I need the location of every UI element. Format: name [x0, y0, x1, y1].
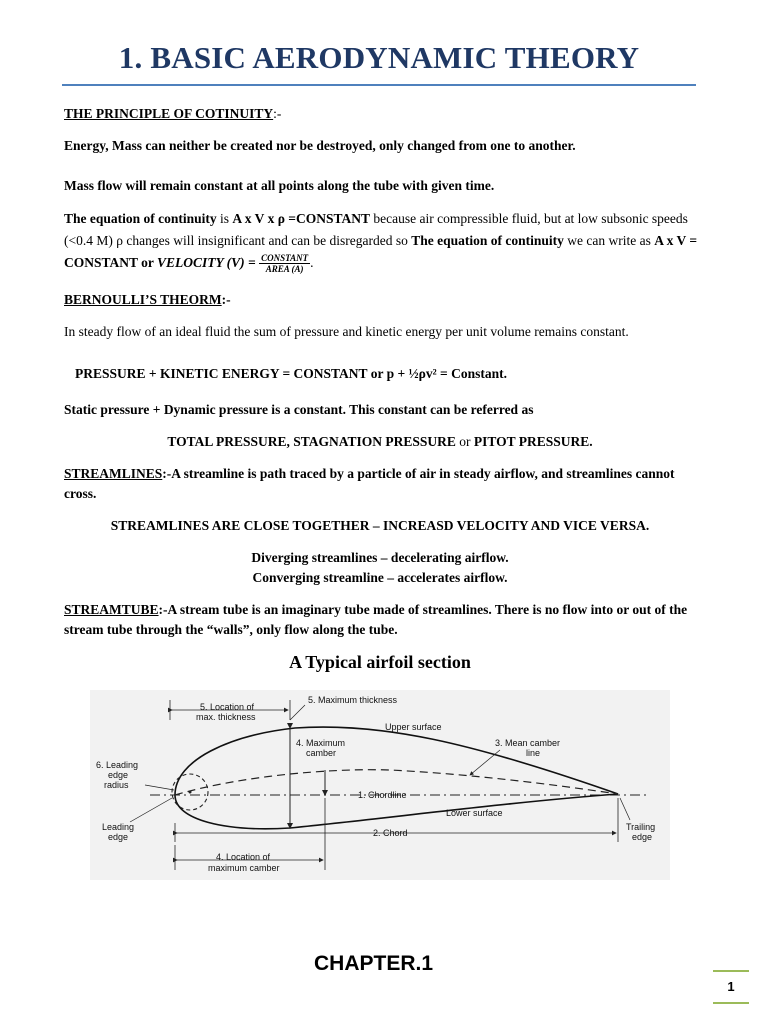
- total-pressure-or: or: [455, 434, 474, 449]
- bernoulli-line-1: In steady flow of an ideal fluid the sum of pressure and kinetic energy per unit volume remains constant.: [64, 324, 629, 339]
- streamtube-paragraph: [64, 600, 704, 640]
- label-max-camber-2: camber: [306, 748, 337, 758]
- continuity-heading-suffix: :-: [273, 106, 282, 121]
- label-leading-edge-1: Leading: [102, 822, 135, 832]
- bernoulli-heading-suffix: :-: [221, 292, 231, 307]
- title-divider: [62, 84, 696, 86]
- continuity-eq-formula: A x V x ρ =CONSTANT: [232, 211, 370, 226]
- continuity-equation-paragraph: [64, 208, 704, 274]
- page-title: 1. BASIC AERODYNAMIC THEORY: [118, 40, 640, 75]
- label-chordline: 1. Chordline: [358, 790, 407, 800]
- chapter-label: CHAPTER.1: [314, 952, 434, 975]
- fraction-numerator: CONSTANT: [261, 253, 309, 264]
- label-max-thickness: 5. Maximum thickness: [308, 695, 398, 705]
- streamlines-text: :-A streamline is path traced by a particle of air in steady airflow, and streamlines cannot cross.: [64, 466, 675, 501]
- label-trailing-edge-1: Trailing: [626, 822, 656, 832]
- bernoulli-formula-line: [75, 364, 715, 384]
- continuity-eq-intro: The equation of continuity: [64, 211, 217, 226]
- streamlines-heading: STREAMLINES: [64, 466, 163, 481]
- bernoulli-formula-text: PRESSURE + KINETIC ENERGY = CONSTANT or: [75, 366, 387, 381]
- continuity-line-2: Mass flow will remain constant at all points along the tube with given time.: [64, 178, 495, 193]
- fraction-denominator: AREA (A): [265, 264, 304, 275]
- bernoulli-heading: BERNOULLI’S THEORM: [64, 292, 222, 307]
- continuity-line-1: Energy, Mass can neither be created nor be destroyed, only changed from one to another.: [64, 138, 576, 153]
- velocity-fraction: [259, 253, 310, 274]
- airfoil-diagram: [90, 690, 670, 880]
- total-pressure-a: TOTAL PRESSURE, STAGNATION PRESSURE: [167, 434, 456, 449]
- continuity-eq-intro-2: The equation of continuity: [411, 233, 564, 248]
- continuity-heading: THE PRINCIPLE OF COTINUITY: [64, 106, 274, 121]
- continuity-eq-is: is: [216, 211, 233, 226]
- label-trailing-edge-2: edge: [632, 832, 653, 842]
- leading-edge-center: [189, 791, 192, 794]
- label-mean-camber-2: line: [526, 748, 541, 758]
- continuity-eq-end: .: [310, 255, 314, 270]
- label-loc-max-camber-1: 4. Location of: [216, 852, 271, 862]
- continuity-eq-formula-2: A x V = CONSTANT or: [64, 233, 698, 270]
- label-leading-edge-2: edge: [108, 832, 129, 842]
- streamlines-rule: STREAMLINES ARE CLOSE TOGETHER – INCREASD VELOCITY AND VICE VERSA.: [110, 518, 650, 533]
- bernoulli-heading-line: [64, 290, 704, 310]
- label-mean-camber-1: 3. Mean camber: [495, 738, 561, 748]
- label-chord: 2. Chord: [373, 828, 408, 838]
- diverging-line: Diverging streamlines – decelerating airflow.: [251, 550, 509, 565]
- continuity-heading-line: [64, 104, 704, 124]
- bernoulli-formula-math: p + ½ρv² = Constant.: [386, 366, 508, 381]
- label-loc-max-camber-2: maximum camber: [208, 863, 280, 873]
- continuity-eq-velocity: VELOCITY (V) =: [157, 255, 260, 270]
- streamlines-paragraph: [64, 464, 704, 504]
- streamtube-heading: STREAMTUBE: [64, 602, 159, 617]
- label-upper-surface: Upper surface: [385, 722, 442, 732]
- bernoulli-line-2: Static pressure + Dynamic pressure is a constant. This constant can be referred as: [64, 402, 534, 417]
- page-number: 1: [713, 970, 749, 1004]
- label-loc-max-thickness-2: max. thickness: [196, 712, 256, 722]
- label-loc-max-thickness-1: 5. Location of: [200, 702, 255, 712]
- continuity-eq-rest-2: we can write as: [563, 233, 655, 248]
- label-max-camber-1: 4. Maximum: [296, 738, 346, 748]
- total-pressure-line: [64, 432, 696, 452]
- streamtube-text: :-A stream tube is an imaginary tube made of streamlines. There is no flow into or out of the stream tube through the “walls”, only flow along the tube.: [64, 602, 688, 637]
- label-lower-surface: Lower surface: [446, 808, 503, 818]
- total-pressure-b: PITOT PRESSURE.: [473, 434, 593, 449]
- label-le-radius-3: radius: [104, 780, 129, 790]
- figure-title: A Typical airfoil section: [289, 652, 471, 672]
- converging-line: Converging streamline – accelerates airflow.: [252, 570, 508, 585]
- label-le-radius-1: 6. Leading: [96, 760, 139, 770]
- continuity-eq-rest: because air compressible fluid, but at low subsonic speeds (<0.4 M) ρ changes will insignificant and can be disregarded so: [64, 211, 688, 248]
- label-le-radius-2: edge: [108, 770, 129, 780]
